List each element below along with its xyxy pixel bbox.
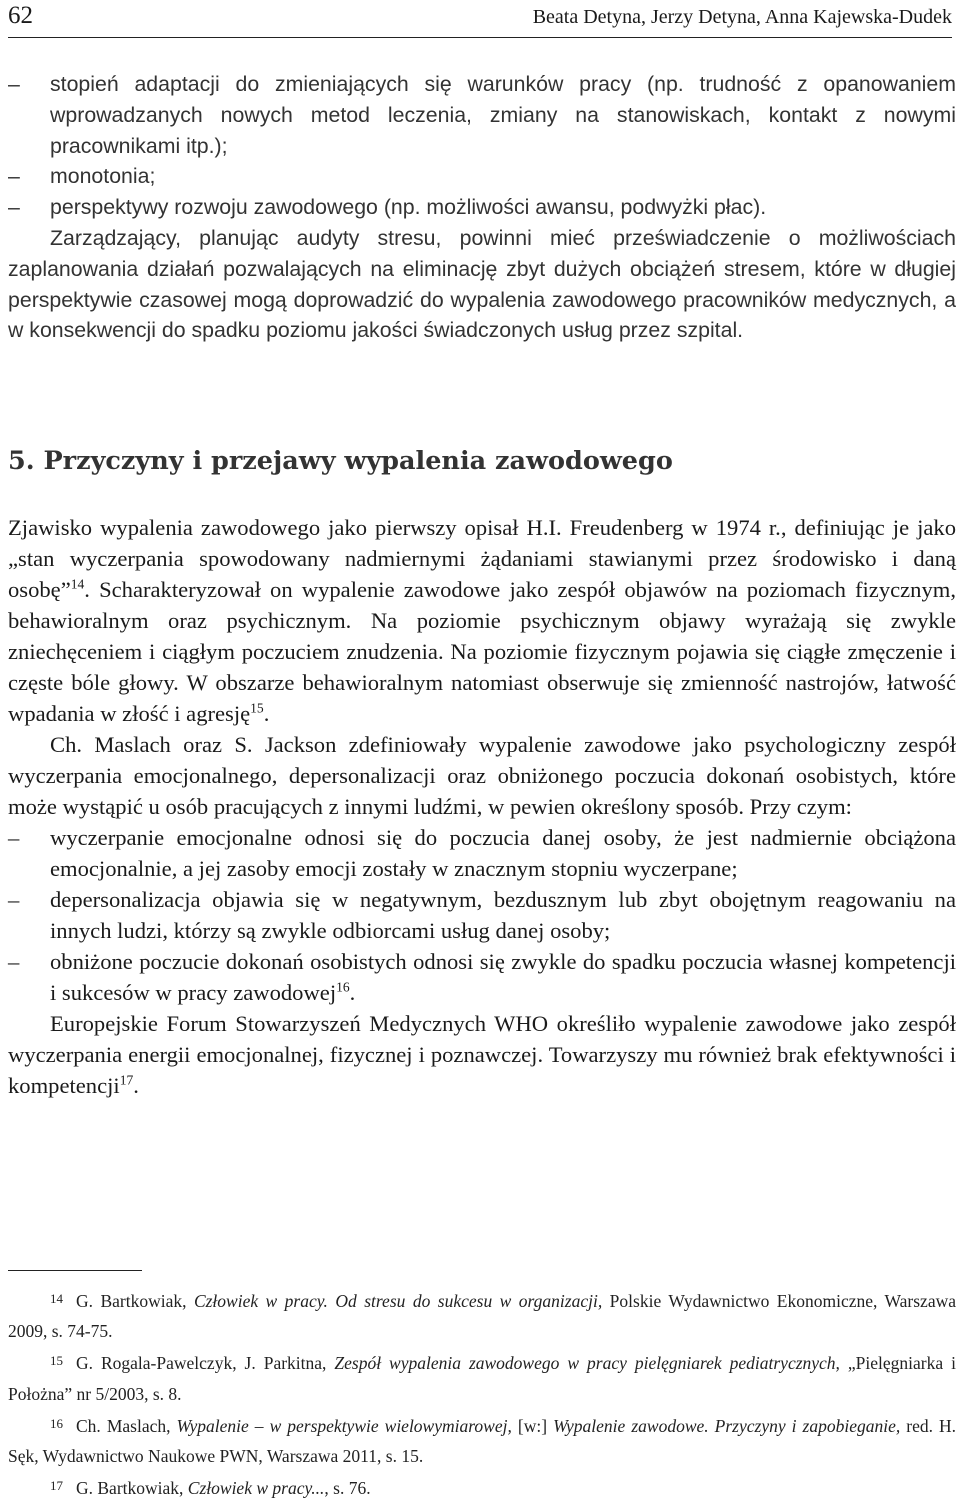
list-item: – stopień adaptacji do zmieniających się warunków pracy (np. trudność z opanowaniem wprowadzanych nowych metod leczenia, zmiany na stanowiskach, kontakt z nowymi pracownikami itp.); (8, 69, 956, 161)
footnote-ref[interactable]: 16 (336, 979, 350, 995)
footnote-rule (8, 1270, 142, 1271)
footnote-ref[interactable]: 14 (70, 576, 85, 592)
footnote: 15 G. Rogala-Pawelczyk, J. Parkitna, Zespół wypalenia zawodowego w pracy pielęgniarek pediatrycznych, „Pielęgniarka i Położna” nr 5/2003, s. 8. (8, 1353, 956, 1404)
section-heading: 5. Przyczyny i przejawy wypalenia zawodowego (8, 446, 673, 476)
list-item: – depersonalizacja objawia się w negatywnym, bezdusznym lub zbyt obojętnym reagowaniu na innych ludzi, którzy są zwykle odbiorcami usług danej osoby; (8, 884, 956, 946)
list-item: – monotonia; (8, 161, 956, 192)
running-header (8, 0, 952, 34)
paragraph-maslach: Ch. Maslach oraz S. Jackson zdefiniowały wypalenie zawodowe jako psychologiczny zespół wyczerpania emocjonalnego, depersonalizacji oraz obniżonego poczucia dokonań osobistych, które może wystąpić u osób pracujących z innymi ludźmi, w pewien określony sposób. Przy czym: (8, 732, 956, 819)
page-number: 62 (8, 2, 33, 29)
stress-factors-list (8, 69, 956, 346)
header-rule (8, 37, 952, 38)
running-header-authors: Beata Detyna, Jerzy Detyna, Anna Kajewska-Dudek (532, 6, 952, 28)
footnote: 17 G. Bartkowiak, Człowiek w pracy..., s. 76. (50, 1478, 371, 1499)
paragraph-stress-audit: Zarządzający, planując audyty stresu, powinni mieć przeświadczenie o możliwościach zaplanowania działań pozwalających na eliminację zbyt dużych obciążeń stresem, które w długiej perspektywie czasowej mogą doprowadzić do wypalenia zawodowego pracowników medycznych, a w konsekwencji do spadku poziomu jakości świadczonych usług przez szpital. (8, 225, 956, 343)
list-item: – obniżone poczucie dokonań osobistych odnosi się zwykle do spadku poczucia własnej kompetencji i sukcesów w pracy zawodowej$^{16}$. (8, 946, 956, 1008)
list-item: – perspektywy rozwoju zawodowego (np. możliwości awansu, podwyżki płac). (8, 192, 956, 223)
footnote-ref[interactable]: 17 (119, 1072, 134, 1088)
footnote: 16 Ch. Maslach, Wypalenie – w perspektywie wielowymiarowej, [w:] Wypalenie zawodowe. Przyczyny i zapobieganie, red. H. Sęk, Wydawnictwo Naukowe PWN, Warszawa 2011, s. 15. (8, 1415, 957, 1467)
paragraph-who-forum: Europejskie Forum Stowarzyszeń Medycznych WHO określiło wypalenie zawodowe jako zespół wyczerpania energii emocjonalnej, fizycznej i poznawczej. Towarzyszy mu również brak efektywności i kompetencji$^{17}$. (8, 1011, 956, 1098)
main-body (8, 512, 956, 1101)
list-item: – wyczerpanie emocjonalne odnosi się do poczucia danej osoby, że jest nadmiernie obciążona emocjonalnie, a jej zasoby emocji zostały w znacznym stopniu wyczerpane; (8, 822, 956, 884)
paragraph-freudenberg: Zjawisko wypalenia zawodowego jako pierwszy opisał H.I. Freudenberg w 1974 r., definiując je jako „stan wyczerpania spowodowany nadmiernymi żądaniami stawianymi przez środowisko i daną osobę”$^{14}$. Scharakteryzował on wypalenie zawodowe jako zespół objawów na poziomach fizycznym, behawioralnym oraz psychicznym. Na poziomie psychicznym objawy wyrażają się zwykle zniechęceniem i ciągłym poczuciem znudzenia. Na poziomie fizycznym pojawia się ciągłe zmęczenie i częste bóle głowy. W obszarze behawioralnym natomiast obserwuje się zmienność nastrojów, łatwość wpadania w złość i agresję$^{15}$. (8, 515, 956, 726)
footnote: 14 G. Bartkowiak, Człowiek w pracy. Od stresu do sukcesu w organizacji, Polskie Wydawnictwo Ekonomiczne, Warszawa 2009, s. 74-75. (8, 1291, 956, 1342)
footnote-ref[interactable]: 15 (250, 700, 264, 716)
footnotes (8, 1284, 956, 1503)
